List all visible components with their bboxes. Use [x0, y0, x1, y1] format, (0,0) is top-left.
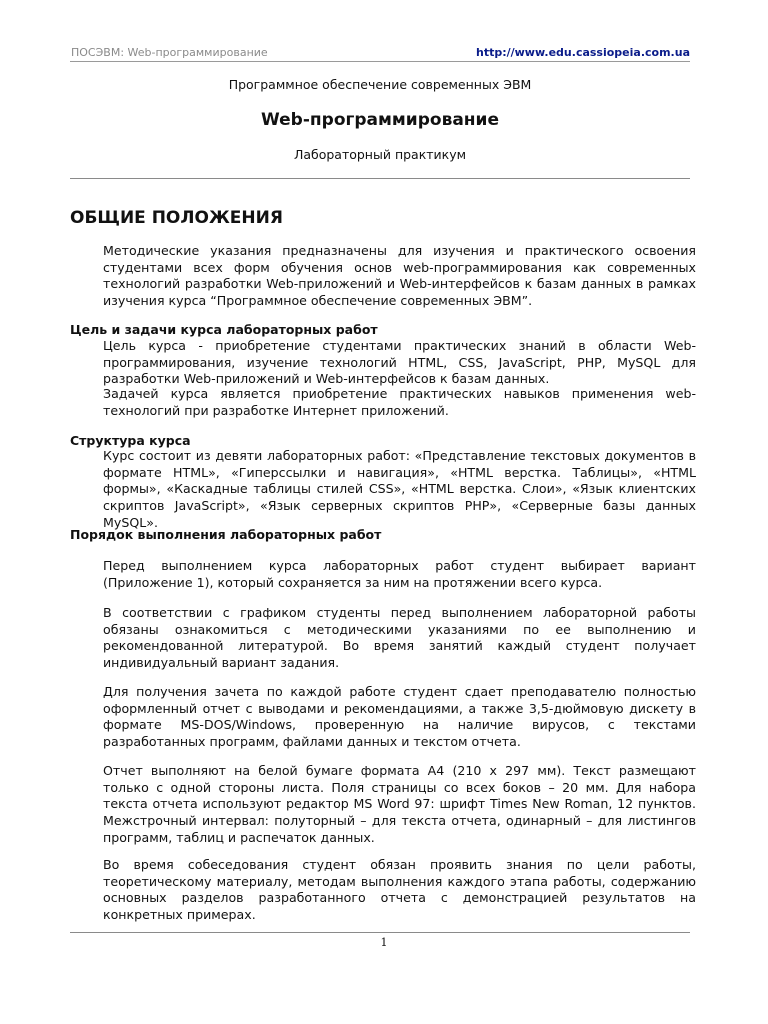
running-header-title: ПОСЭВМ: Web-программирование: [71, 46, 268, 59]
running-header-url-link[interactable]: http://www.edu.cassiopeia.com.ua: [475, 46, 690, 59]
procedure-paragraph: В соответствии с графиком студенты перед выполнением лабораторной работы обязаны ознакомиться с методическими указаниями по ее выполнению и рекомендованной литературой. Во время занятий каждый студент получает индивидуальный вариант задания.: [103, 605, 696, 671]
procedure-heading: Порядок выполнения лабораторных работ: [70, 527, 382, 542]
footer-divider: [70, 932, 690, 933]
goal-paragraph: Цель курса - приобретение студентами практических знаний в области Web-программирования, изучение технологий HTML, CSS, JavaScript, PHP, MySQL для разработки Web-приложений и Web-интерфейсов к базам данных.: [103, 338, 696, 387]
procedure-paragraph: Отчет выполняют на белой бумаге формата А4 (210 x 297 мм). Текст размещают только с одной стороны листа. Поля страницы со всех боков – 20 мм. Для набора текста отчета используют редактор MS Word 97: шрифт Times New Roman, 12 пунктов. Межстрочный интервал: полуторный – для текста отчета, одинарный – для листингов программ, таблиц и распечаток данных.: [103, 763, 696, 845]
page-number: 1: [380, 936, 388, 949]
document-subtitle: Лабораторный практикум: [293, 147, 467, 162]
procedure-paragraph: Перед выполнением курса лабораторных работ студент выбирает вариант (Приложение 1), который сохраняется за ним на протяжении всего курса.: [103, 558, 696, 590]
title-divider: [70, 178, 690, 179]
document-title: Web-программирование: [261, 110, 499, 130]
task-paragraph: Задачей курса является приобретение практических навыков применения web-технологий при разработке Интернет приложений.: [103, 386, 696, 418]
procedure-paragraph: Для получения зачета по каждой работе студент сдает преподавателю полностью оформленный отчет с выводами и рекомендациями, а также 3,5-дюймовую дискету в формате MS-DOS/Windows, проверенную на наличие вирусов, с текстами разработанных программ, файлами данных и текстом отчета.: [103, 684, 696, 750]
header-divider: [70, 61, 690, 62]
structure-paragraph: Курс состоит из девяти лабораторных работ: «Представление текстовых документов в формате HTML», «Гиперссылки и навигация», «HTML верстка. Таблицы», «HTML формы», «Каскадные таблицы стилей CSS», «HTML верстка. Слои», «Язык клиентских скриптов JavaScript», «Язык серверных скриптов PHP», «Серверные базы данных MySQL».: [103, 448, 696, 530]
course-org-title: Программное обеспечение современных ЭВМ: [228, 77, 532, 92]
intro-paragraph: Методические указания предназначены для изучения и практического освоения студентами всех форм обучения основ web-программирования как современных технологий разработки Web-приложений и Web-интерфейсов к базам данных в рамках изучения курса “Программное обеспечение современных ЭВМ”.: [103, 243, 696, 309]
section-heading: ОБЩИЕ ПОЛОЖЕНИЯ: [70, 208, 283, 228]
running-header: [70, 44, 690, 60]
structure-heading: Структура курса: [70, 433, 191, 448]
goals-heading: Цель и задачи курса лабораторных работ: [70, 322, 378, 337]
procedure-paragraph: Во время собеседования студент обязан проявить знания по цели работы, теоретическому материалу, методам выполнения каждого этапа работы, содержанию основных разделов разработанного отчета с демонстрацией результатов на конкретных примерах.: [103, 857, 696, 923]
